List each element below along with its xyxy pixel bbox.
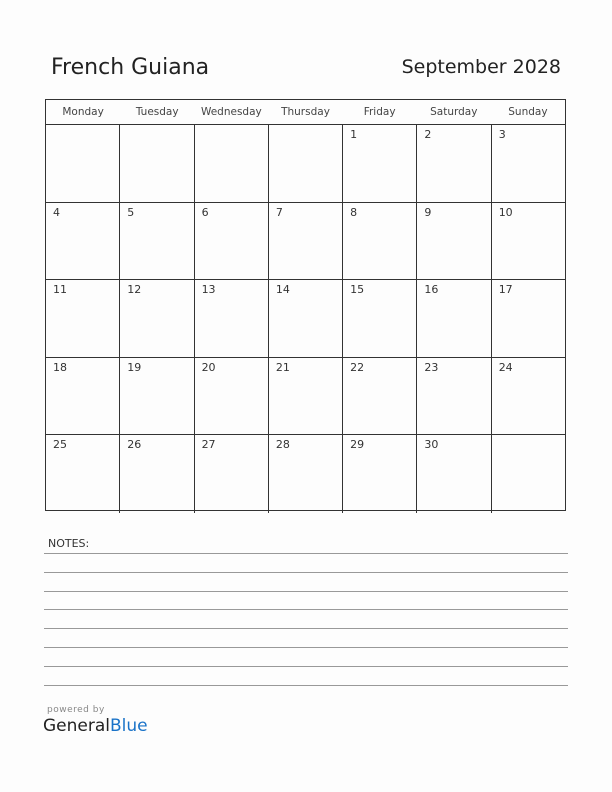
week-row [46,358,565,436]
week-row [46,203,565,281]
weekday-thursday: Thursday [281,106,330,118]
day-cell: 9 [417,203,491,280]
day-cell: 4 [46,203,120,280]
weekday-sunday: Sunday [508,106,548,118]
notes-label: NOTES: [48,537,90,550]
week-row [46,280,565,358]
day-cell: 19 [120,358,194,435]
notes-line [44,647,568,648]
logo-general: General [43,716,110,736]
day-cell: 23 [417,358,491,435]
day-cell: 3 [498,128,506,141]
day-cell: 15 [343,280,417,357]
day-cell [195,125,269,202]
notes-line [44,591,568,592]
day-cell: 29 [343,435,417,513]
notes-line [44,572,568,573]
notes-line [44,685,568,686]
day-cell: 8 [343,203,417,280]
day-cell: 26 [120,435,194,513]
day-cell: 12 [120,280,194,357]
generalblue-logo [43,716,148,736]
day-cell: 5 [120,203,194,280]
day-cell: 24 [498,360,513,374]
day-cell: 16 [417,280,491,357]
weekday-tuesday: Tuesday [135,106,179,118]
day-cell: 7 [269,203,343,280]
week-row [46,125,565,203]
weekday-header [46,100,565,125]
day-cell: 11 [46,280,120,357]
day-cell: 1 [343,125,417,202]
notes-line [44,609,568,610]
notes-line [44,666,568,667]
day-cell: 14 [269,280,343,357]
day-cell: 17 [498,283,513,296]
notes-line [44,628,568,629]
day-cell: 28 [269,435,343,513]
powered-by: powered by [47,705,105,715]
day-cell: 27 [195,435,269,513]
weekday-saturday: Saturday [430,106,478,118]
day-cell: 2 [417,125,491,202]
day-cell [492,435,565,513]
day-cell [46,125,120,202]
calendar-grid [45,99,566,511]
day-cell: 20 [195,358,269,435]
day-cell [120,125,194,202]
day-cell: 10 [498,205,513,219]
weekday-friday: Friday [363,106,396,118]
month-title: September 2028 [401,56,561,78]
day-cell [269,125,343,202]
country-title: French Guiana [51,55,210,80]
week-row [46,435,565,513]
day-cell: 6 [195,203,269,280]
day-cell: 22 [343,358,417,435]
notes-line [44,553,568,554]
day-cell: 13 [195,280,269,357]
day-cell: 21 [269,358,343,435]
day-cell: 30 [417,435,491,513]
weekday-wednesday: Wednesday [200,106,262,118]
weekday-monday: Monday [62,106,104,118]
day-cell: 25 [46,435,120,513]
logo-blue: Blue [110,716,148,736]
day-cell: 18 [46,358,120,435]
